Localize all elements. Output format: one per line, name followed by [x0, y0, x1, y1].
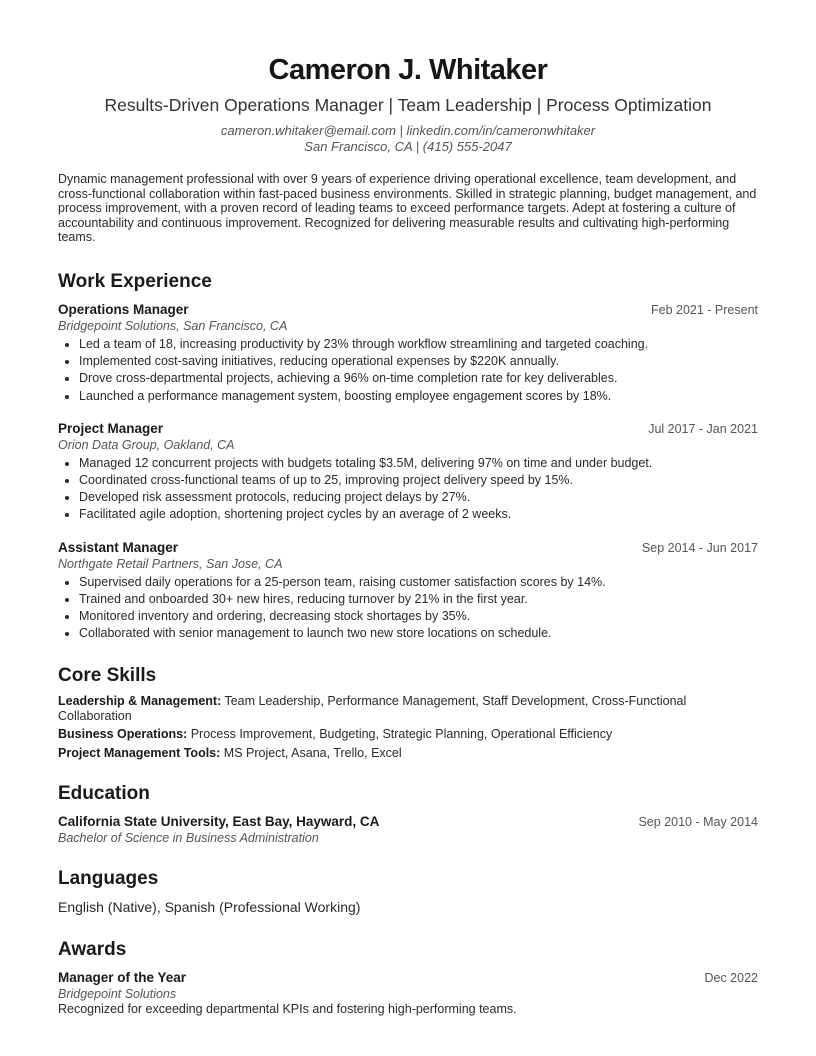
- languages-section: [58, 867, 758, 915]
- contact-info: [58, 123, 758, 154]
- skill-line: [58, 694, 758, 723]
- candidate-name: Cameron J. Whitaker: [268, 54, 548, 86]
- job-bullet: • Managed 12 concurrent projects with budgets totaling $3.5M, delivering 97% on time and under budget.: [79, 455, 758, 472]
- job-entry: [58, 302, 758, 405]
- job-entry: [58, 421, 758, 524]
- work-experience-section: [58, 270, 758, 642]
- job-bullet: • Coordinated cross-functional teams of up to 25, improving project delivery speed by 15%.: [79, 472, 758, 489]
- section-title-languages: Languages: [58, 868, 159, 890]
- job-entry: [58, 540, 758, 643]
- section-title-awards: Awards: [58, 939, 127, 961]
- job-bullets: [58, 574, 758, 643]
- job-header: [58, 421, 758, 436]
- award-organization: Bridgepoint Solutions: [58, 987, 177, 1002]
- job-bullet: • Collaborated with senior management to launch two new store locations on schedule.: [79, 625, 758, 642]
- section-title-work: Work Experience: [58, 270, 212, 292]
- section-title-skills: Core Skills: [58, 665, 157, 687]
- skill-category-label: Business Operations:: [58, 727, 188, 742]
- education-section: [58, 782, 758, 846]
- job-organization: Bridgepoint Solutions, San Francisco, CA: [58, 318, 288, 333]
- job-date: Sep 2014 - Jun 2017: [641, 540, 758, 555]
- contact-line-email-linkedin: cameron.whitaker@email.com | linkedin.com/in/cameronwhitaker: [220, 123, 596, 138]
- job-title: Assistant Manager: [58, 539, 179, 555]
- core-skills-section: [58, 664, 758, 760]
- contact-line-location-phone: San Francisco, CA | (415) 555-2047: [304, 138, 512, 154]
- job-date: Feb 2021 - Present: [650, 302, 758, 317]
- job-header: [58, 540, 758, 555]
- job-bullet: • Implemented cost-saving initiatives, reducing operational expenses by $220K annually.: [79, 353, 758, 370]
- job-header: [58, 302, 758, 317]
- headline: Results-Driven Operations Manager | Team Leadership | Process Optimization: [104, 95, 712, 115]
- job-bullet: • Led a team of 18, increasing productivity by 23% through workflow streamlining and targeted coaching.: [79, 336, 758, 353]
- skill-category-label: Leadership & Management:: [58, 694, 222, 709]
- job-bullets: [58, 455, 758, 524]
- education-header: [58, 814, 758, 829]
- languages-text: English (Native), Spanish (Professional Working): [58, 899, 361, 916]
- job-bullet: • Developed risk assessment protocols, reducing project delays by 27%.: [79, 489, 758, 506]
- job-organization: Orion Data Group, Oakland, CA: [58, 437, 235, 452]
- awards-section: [58, 938, 758, 1017]
- degree: Bachelor of Science in Business Administration: [58, 831, 319, 846]
- job-title: Project Manager: [58, 420, 164, 436]
- job-bullet: • Monitored inventory and ordering, decreasing stock shortages by 35%.: [79, 608, 758, 625]
- job-organization: Northgate Retail Partners, San Jose, CA: [58, 556, 283, 571]
- award-header: [58, 970, 758, 985]
- skill-values: MS Project, Asana, Trello, Excel: [223, 745, 402, 760]
- job-bullet: • Facilitated agile adoption, shortening project cycles by an average of 2 weeks.: [79, 506, 758, 523]
- job-date: Jul 2017 - Jan 2021: [648, 421, 758, 436]
- education-date: Sep 2010 - May 2014: [638, 815, 758, 830]
- skill-line: [58, 727, 758, 742]
- award-name: Manager of the Year: [58, 970, 187, 986]
- school-name: California State University, East Bay, Hayward, CA: [58, 814, 380, 830]
- job-bullet: • Supervised daily operations for a 25-person team, raising customer satisfaction scores by 14%.: [79, 574, 758, 591]
- skill-line: [58, 746, 758, 761]
- job-bullet: • Trained and onboarded 30+ new hires, reducing turnover by 21% in the first year.: [79, 591, 758, 608]
- section-title-education: Education: [58, 783, 150, 805]
- skill-category-label: Project Management Tools:: [58, 745, 221, 760]
- job-bullet: • Drove cross-departmental projects, achieving a 96% on-time completion rate for key deliverables.: [79, 370, 758, 387]
- award-description: Recognized for exceeding departmental KPIs and fostering high-performing teams.: [58, 1002, 517, 1017]
- job-title: Operations Manager: [58, 301, 189, 317]
- professional-summary: Dynamic management professional with over 9 years of experience driving operational excellence, team development, and cross-functional collaboration within fast-paced business environments. Skilled in strategic planning, budget management, and process improvement, with a proven record of leading teams to exceed performance targets. Adept at fostering a culture of accountability and continuous improvement. Recognized for delivering measurable results and cultivating high-performing teams.: [58, 172, 757, 245]
- skill-values: Process Improvement, Budgeting, Strategic Planning, Operational Efficiency: [190, 727, 613, 742]
- job-bullets: [58, 336, 758, 405]
- award-date: Dec 2022: [704, 971, 758, 986]
- job-bullet: • Launched a performance management system, boosting employee engagement scores by 18%.: [79, 388, 758, 405]
- skill-values: Team Leadership, Performance Management, Staff Development, Cross-Functional Collaboration: [58, 694, 687, 723]
